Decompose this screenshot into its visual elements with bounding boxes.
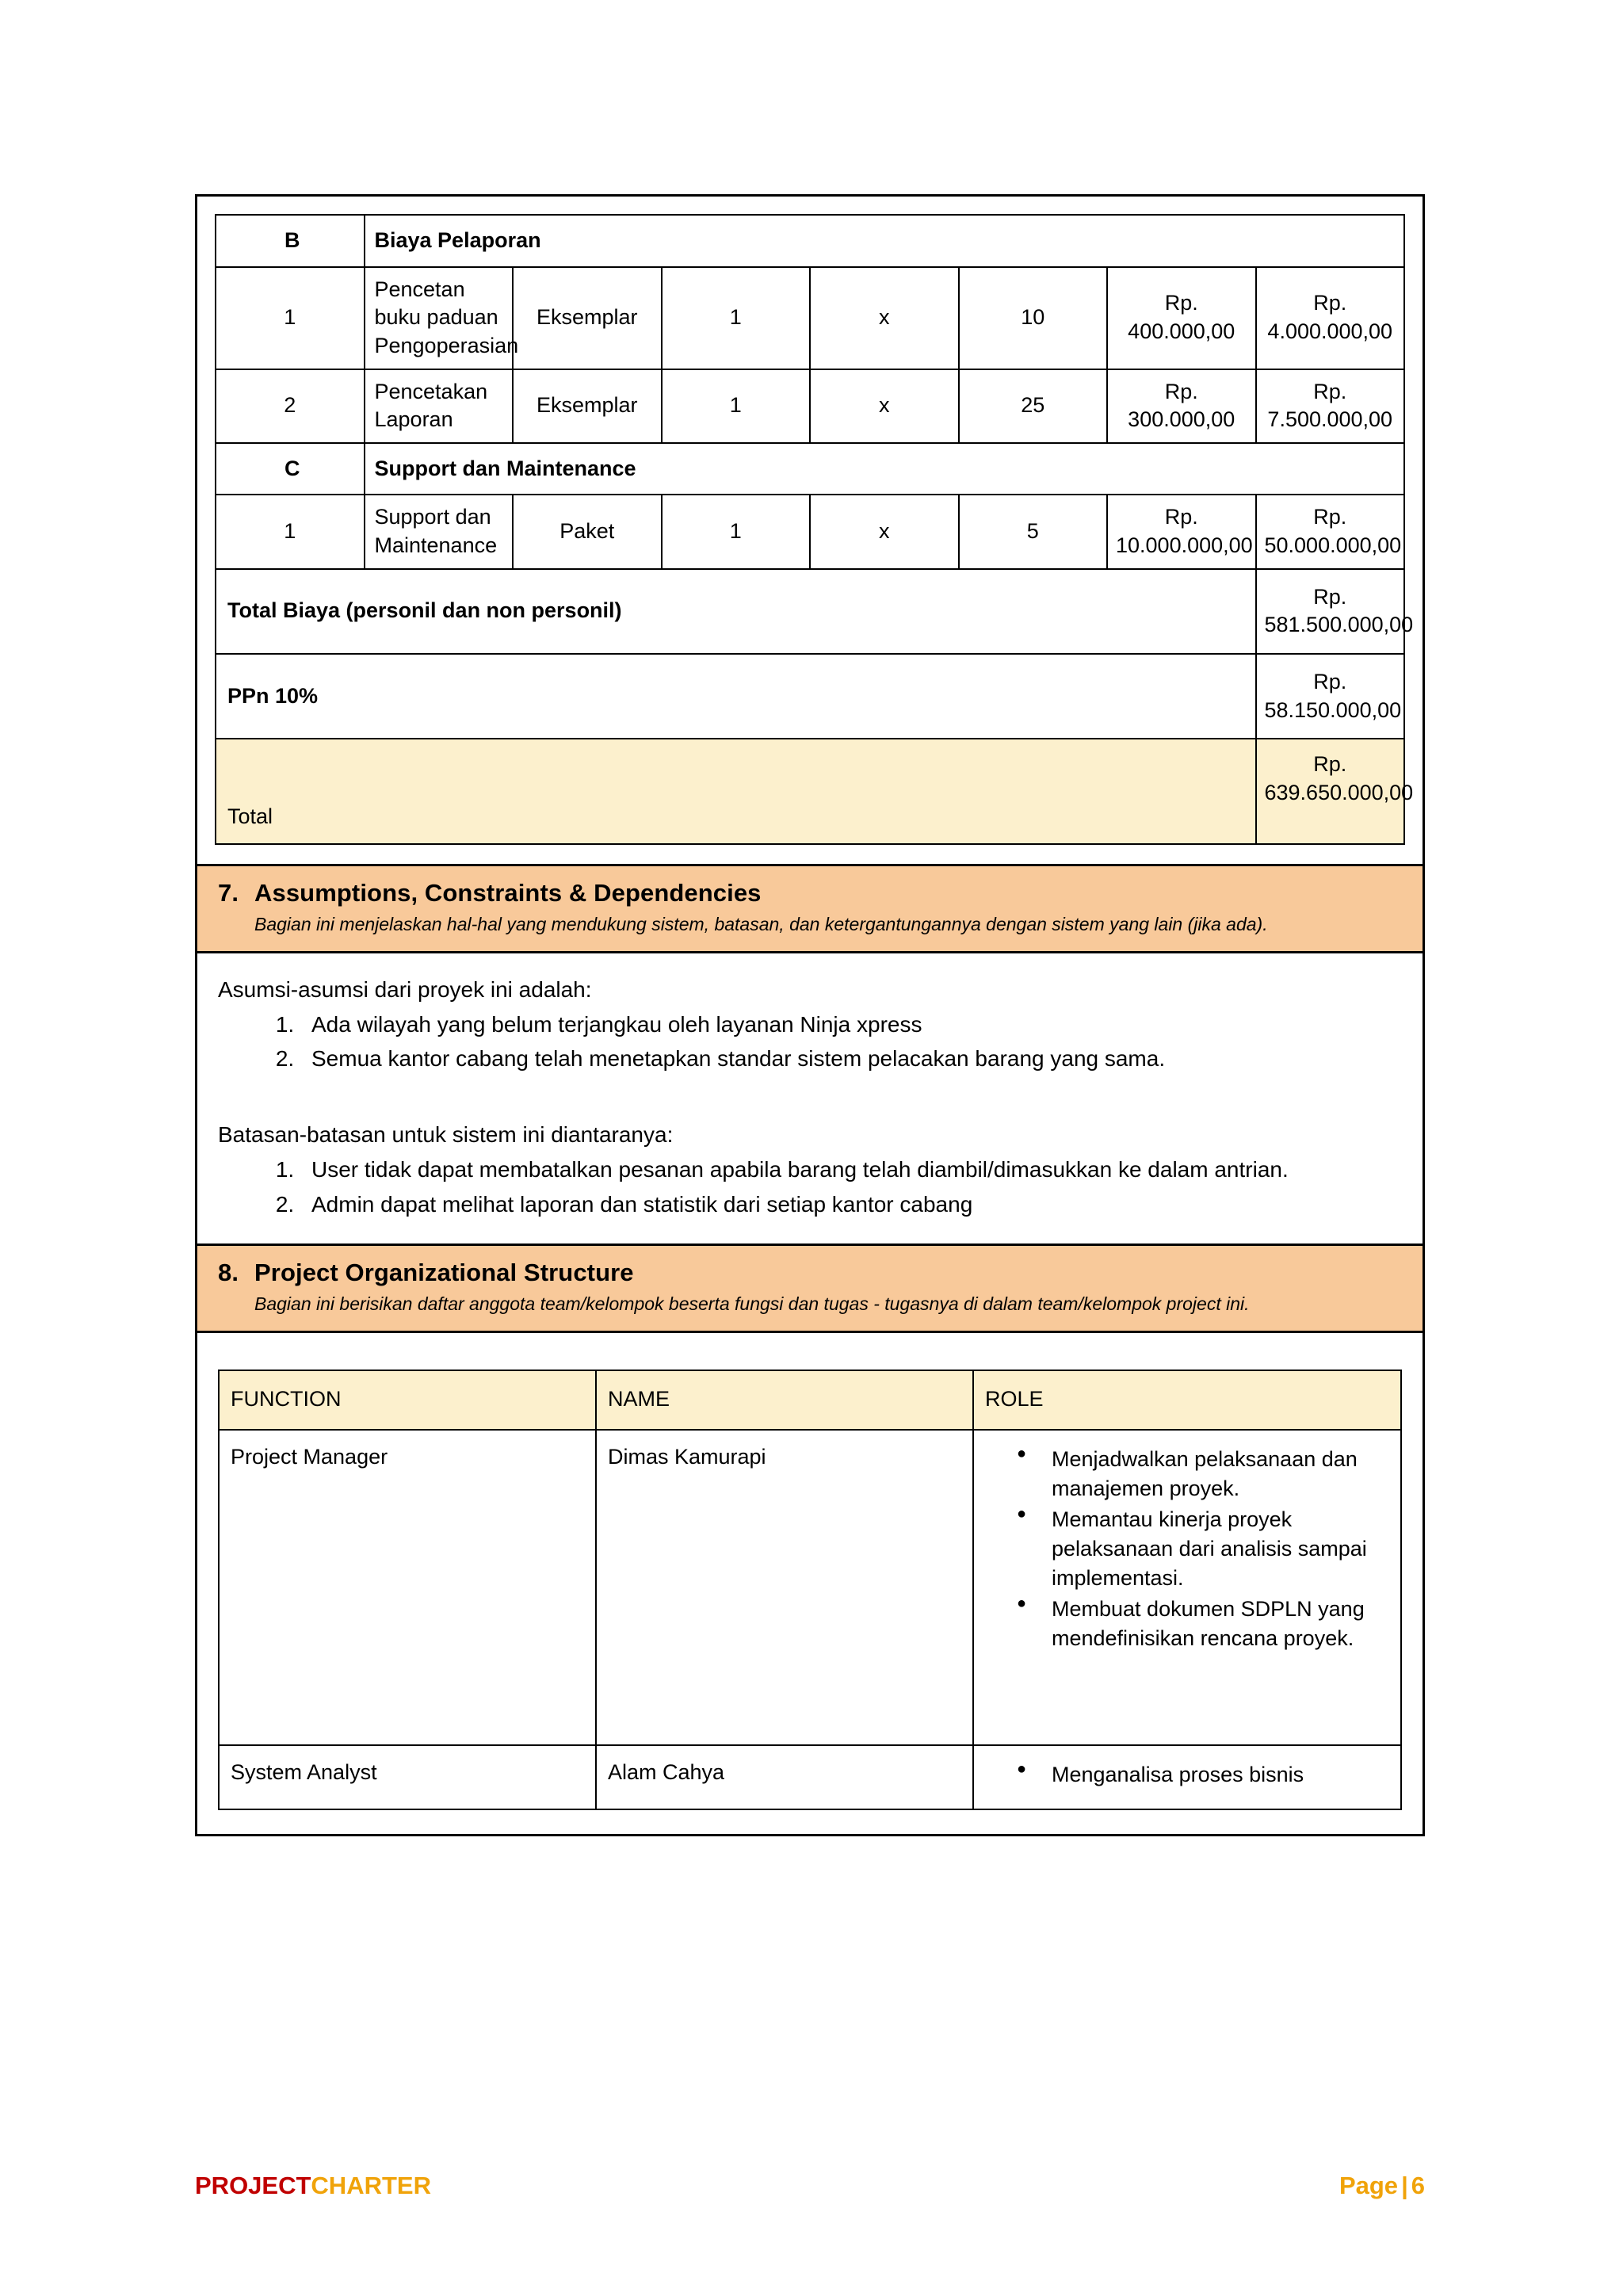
- cost-breakdown-table: [215, 214, 1414, 845]
- cost-row-multiplier-one: 1: [662, 267, 811, 369]
- cost-group-title: Biaya Pelaporan: [365, 215, 1405, 267]
- table-row: [216, 369, 1404, 443]
- cost-row-quantity: 5: [959, 495, 1108, 568]
- cost-row-multiplier-one: 1: [662, 369, 811, 443]
- table-row: [216, 495, 1404, 568]
- org-cell-role: [973, 1430, 1401, 1745]
- section-8-number: 8.: [218, 1259, 239, 1287]
- cost-table-container: [197, 197, 1423, 864]
- organizational-structure-table: [218, 1370, 1402, 1810]
- cost-grand-total-row: [216, 739, 1404, 844]
- cost-ppn-label: PPn 10%: [216, 654, 1256, 739]
- cost-total-value: Rp. 581.500.000,00: [1256, 569, 1405, 654]
- list-item: ● Menjadwalkan pelaksanaan dan manajemen proyek.: [1017, 1445, 1389, 1503]
- cost-row-amount: Rp. 4.000.000,00: [1256, 267, 1405, 369]
- assumptions-intro: Asumsi-asumsi dari proyek ini adalah:: [218, 976, 592, 1002]
- cost-row-times-symbol: x: [810, 267, 959, 369]
- cost-row-rate: Rp. 300.000,00: [1107, 369, 1256, 443]
- cost-group-title: Support dan Maintenance: [365, 443, 1405, 495]
- role-list: [974, 1760, 1389, 1790]
- cost-row-unit: Paket: [513, 495, 662, 568]
- footer-brand: [195, 2172, 431, 2200]
- cost-row-amount: Rp. 50.000.000,00: [1256, 495, 1405, 568]
- cost-row-description: Pencetan buku paduan Pengoperasian: [365, 267, 514, 369]
- cost-total-label: Total Biaya (personil dan non personil): [216, 569, 1256, 654]
- section-8-title-row: [218, 1259, 1402, 1287]
- cost-grand-total-label: Total: [216, 739, 1256, 844]
- cost-row-quantity: 10: [959, 267, 1108, 369]
- list-item: ● Membuat dokumen SDPLN yang mendefinisikan rencana proyek.: [1017, 1595, 1389, 1653]
- cost-group-header-row: [216, 215, 1404, 267]
- cost-row-description: Pencetakan Laporan: [365, 369, 514, 443]
- cost-row-rate: Rp. 10.000.000,00: [1107, 495, 1256, 568]
- cost-row-description: Support dan Maintenance: [365, 495, 514, 568]
- cost-group-letter: B: [216, 215, 365, 267]
- cost-row-quantity: 25: [959, 369, 1108, 443]
- footer-page-label: Page: [1338, 2172, 1399, 2199]
- org-header-role: ROLE: [973, 1370, 1401, 1430]
- section-7-number: 7.: [218, 879, 239, 907]
- list-item: ● Memantau kinerja proyek pelaksanaan dari analisis sampai implementasi.: [1017, 1505, 1389, 1593]
- cost-row-index: 1: [216, 267, 365, 369]
- footer-brand-second: CHARTER: [311, 2172, 431, 2199]
- cost-group-header-row: [216, 443, 1404, 495]
- cost-group-letter: C: [216, 443, 365, 495]
- list-item: ● Menganalisa proses bisnis: [1017, 1760, 1389, 1790]
- footer-brand-first: PROJECT: [195, 2172, 311, 2199]
- footer-page-number: 6: [1411, 2172, 1425, 2199]
- section-7-spacer: [218, 1078, 1402, 1114]
- section-8-header: [197, 1244, 1423, 1333]
- cost-ppn-value: Rp. 58.150.000,00: [1256, 654, 1405, 739]
- role-list: [974, 1445, 1389, 1653]
- table-row: [219, 1430, 1401, 1745]
- constraints-list: [218, 1154, 1402, 1221]
- cost-grand-total-value: Rp. 639.650.000,00: [1256, 739, 1405, 844]
- document-page: [195, 194, 1425, 1836]
- footer-page-indicator: [1339, 2172, 1425, 2200]
- cost-row-unit: Eksemplar: [513, 267, 662, 369]
- section-7-title: Assumptions, Constraints & Dependencies: [254, 879, 762, 907]
- section-7-description: Bagian ini menjelaskan hal-hal yang mendukung sistem, batasan, dan ketergantungannya dengan sistem yang lain (jika ada).: [254, 914, 1268, 935]
- org-table-header-row: [219, 1370, 1401, 1430]
- section-7-header: [197, 864, 1423, 953]
- section-8-description: Bagian ini berisikan daftar anggota team/kelompok beserta fungsi dan tugas - tugasnya di dalam team/kelompok project ini.: [254, 1293, 1250, 1315]
- cost-row-unit: Eksemplar: [513, 369, 662, 443]
- org-cell-name: Dimas Kamurapi: [596, 1430, 973, 1745]
- org-cell-function: Project Manager: [219, 1430, 596, 1745]
- cost-total-row: [216, 569, 1404, 654]
- cost-row-times-symbol: x: [810, 369, 959, 443]
- org-cell-role: [973, 1745, 1401, 1809]
- org-header-name: NAME: [596, 1370, 973, 1430]
- constraints-intro: Batasan-batasan untuk sistem ini diantaranya:: [218, 1122, 674, 1148]
- org-cell-name: Alam Cahya: [596, 1745, 973, 1809]
- cost-row-rate: Rp. 400.000,00: [1107, 267, 1256, 369]
- cost-row-index: 1: [216, 495, 365, 568]
- footer-page-separator: |: [1401, 2172, 1408, 2199]
- section-8-title: Project Organizational Structure: [254, 1259, 634, 1287]
- cost-ppn-row: [216, 654, 1404, 739]
- org-table-container: [197, 1333, 1423, 1834]
- cost-row-times-symbol: x: [810, 495, 959, 568]
- section-7-title-row: [218, 879, 1402, 907]
- list-item: 2. Semua kantor cabang telah menetapkan standar sistem pelacakan barang yang sama.: [300, 1043, 1402, 1075]
- cost-row-amount: Rp. 7.500.000,00: [1256, 369, 1405, 443]
- list-item: 2. Admin dapat melihat laporan dan statistik dari setiap kantor cabang: [300, 1189, 1402, 1221]
- section-7-body: [197, 953, 1423, 1244]
- table-row: [216, 267, 1404, 369]
- page-footer: [195, 2172, 1425, 2200]
- list-item: 1. Ada wilayah yang belum terjangkau oleh layanan Ninja xpress: [300, 1009, 1402, 1041]
- list-item: 1. User tidak dapat membatalkan pesanan apabila barang telah diambil/dimasukkan ke dalam antrian.: [300, 1154, 1402, 1186]
- cost-row-index: 2: [216, 369, 365, 443]
- org-cell-function: System Analyst: [219, 1745, 596, 1809]
- org-header-function: FUNCTION: [219, 1370, 596, 1430]
- cost-row-multiplier-one: 1: [662, 495, 811, 568]
- table-row: [219, 1745, 1401, 1809]
- assumptions-list: [218, 1009, 1402, 1075]
